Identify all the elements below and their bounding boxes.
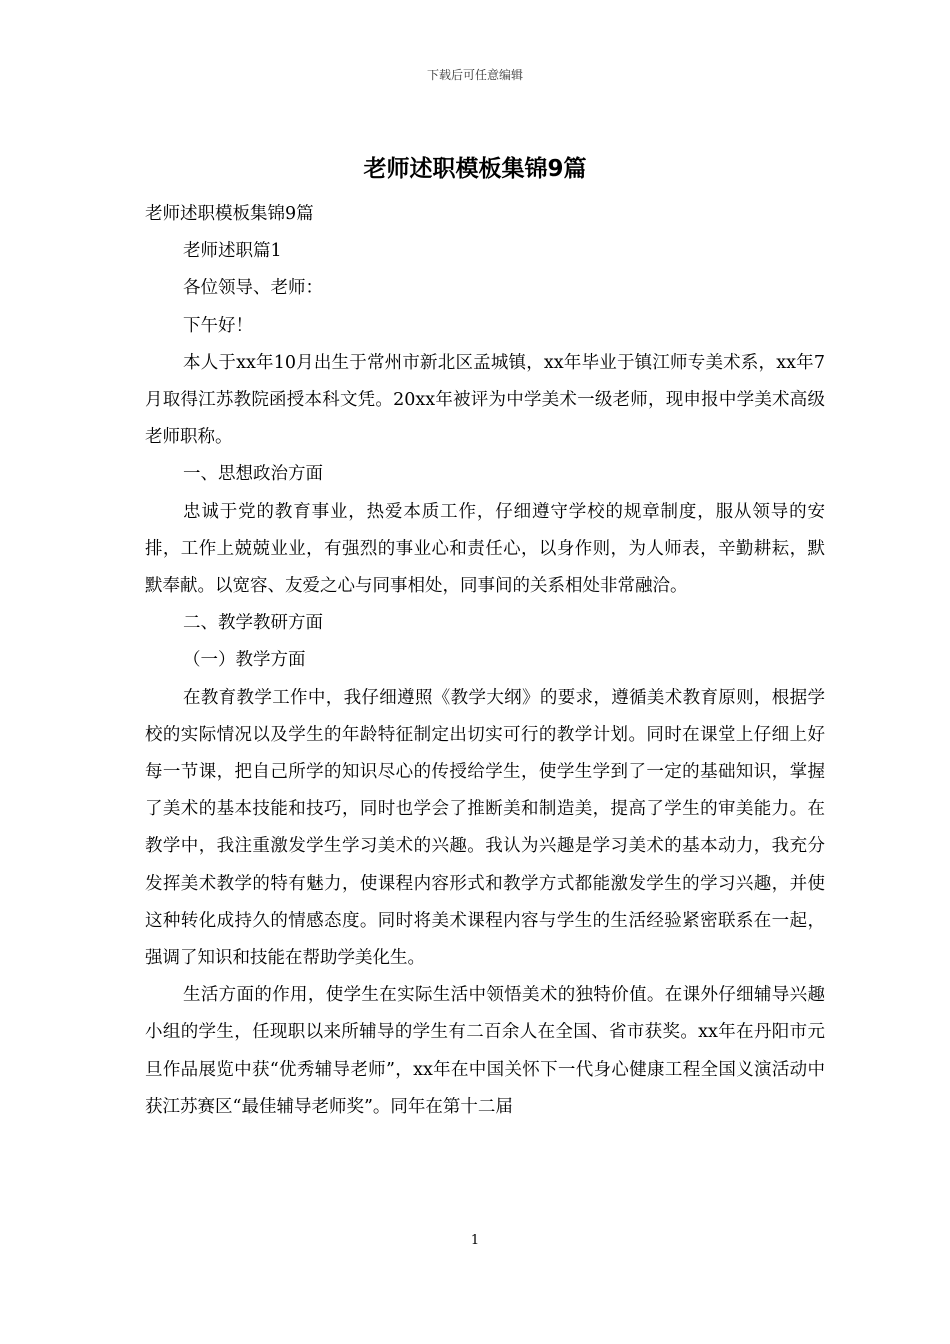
subtitle-line: 老师述职模板集锦9篇 [145, 204, 314, 224]
page-number: 1 [470, 1233, 480, 1248]
paragraph-life: 生活方面的作用，使学生在实际生活中领悟美术的独特价值。在课外仔细辅导兴趣小组的学生，任现职以来所辅导的学生有二百余人在全国、省市获奖。xx年在丹阳市元旦作品展览中获“优秀辅导老师”，xx年在中国关怀下一代身心健康工程全国义演活动中获江苏赛区“最佳辅导老师奖”。同年在第十二届 [145, 985, 825, 1117]
heading-political: 一、思想政治方面 [183, 464, 323, 485]
header-note: 下载后可任意编辑 [426, 68, 523, 82]
greeting: 下午好！ [183, 315, 253, 336]
paragraph-intro: 本人于xx年10月出生于常州市新北区孟城镇，xx年毕业于镇江师专美术系，xx年7月取得江苏教院函授本科文凭。20xx年被评为中学美术一级老师，现申报中学美术高级老师职称。 [145, 352, 825, 448]
paragraph-teaching: 在教育教学工作中，我仔细遵照《教学大纲》的要求，遵循美术教育原则，根据学校的实际情况以及学生的年龄特征制定出切实可行的教学计划。同时在课堂上仔细上好每一节课，把自己所学的知识尽心的传授给学生，使学生学到了一定的基础知识，掌握了美术的基本技能和技巧，同时也学会了推断美和制造美，提高了学生的审美能力。在教学中，我注重激发学生学习美术的兴趣。我认为兴趣是学习美术的基本动力，我充分发挥美术教学的特有魅力，使课程内容形式和教学方式都能激发学生的学习兴趣，并使这种转化成持久的情感态度。同时将美术课程内容与学生的生活经验紧密联系在一起，强调了知识和技能在帮助学美化生。 [145, 687, 825, 969]
paragraph-political: 忠诚于党的教育事业，热爱本质工作，仔细遵守学校的规章制度，服从领导的安排，工作上兢兢业业，有强烈的事业心和责任心，以身作则，为人师表，辛勤耕耘，默默奉献。以宽容、友爱之心与同事相处，同事间的关系相处非常融洽。 [145, 501, 825, 597]
heading-teaching-research: 二、教学教研方面 [183, 613, 323, 634]
section-heading: 老师述职篇1 [183, 241, 282, 262]
salutation: 各位领导、老师： [183, 278, 323, 299]
heading-teaching: （一）教学方面 [183, 650, 306, 671]
document-body [145, 196, 825, 1126]
document-title: 老师述职模板集锦9篇 [363, 156, 587, 182]
